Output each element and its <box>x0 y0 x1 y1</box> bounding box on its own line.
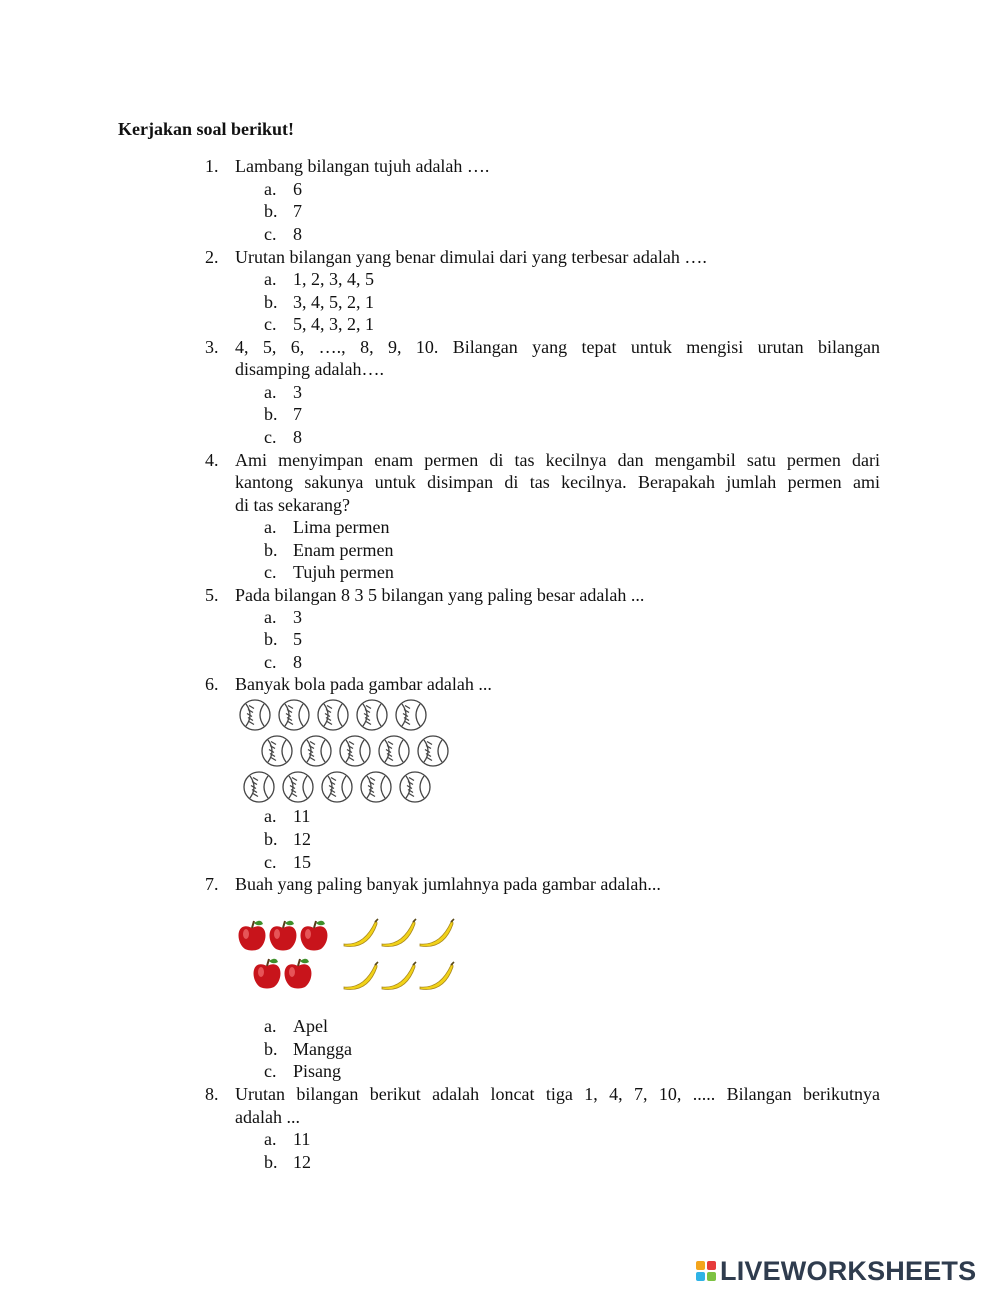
question-number: 5. <box>205 585 219 605</box>
baseball-icon <box>340 736 370 766</box>
apple-icon <box>301 921 328 951</box>
option-text[interactable]: 11 <box>293 1129 311 1149</box>
banana-icon <box>344 919 378 947</box>
option-letter: c. <box>264 427 277 447</box>
question-number: 6. <box>205 674 219 694</box>
option-text[interactable]: Tujuh permen <box>293 562 394 582</box>
baseball-icon <box>301 736 331 766</box>
option-letter: c. <box>264 224 277 244</box>
baseball-icon <box>379 736 409 766</box>
option-letter: b. <box>264 292 278 312</box>
liveworksheets-logo[interactable] <box>696 1254 976 1288</box>
baseball-icon <box>262 736 292 766</box>
baseball-icon <box>240 700 270 730</box>
question-number: 1. <box>205 156 219 176</box>
banana-icon <box>382 962 416 990</box>
option-text[interactable]: 12 <box>293 1152 311 1172</box>
option-letter: a. <box>264 382 277 402</box>
option-text[interactable]: 5, 4, 3, 2, 1 <box>293 314 374 334</box>
option-letter: a. <box>264 517 277 537</box>
logo-mark-icon <box>696 1261 716 1281</box>
option-text[interactable]: 3, 4, 5, 2, 1 <box>293 292 374 312</box>
question-text: Buah yang paling banyak jumlahnya pada gambar adalah... <box>235 874 661 894</box>
option-letter: b. <box>264 201 278 221</box>
option-letter: a. <box>264 806 277 826</box>
question-text-line: 4, 5, 6, …., 8, 9, 10. Bilangan yang tepat untuk mengisi urutan bilangan <box>235 337 880 357</box>
question-number: 7. <box>205 874 219 894</box>
option-text[interactable]: 7 <box>293 404 302 424</box>
option-text[interactable]: 5 <box>293 629 302 649</box>
option-letter: a. <box>264 607 277 627</box>
baseball-icon <box>279 700 309 730</box>
option-letter: c. <box>264 1061 277 1081</box>
apple-icon <box>239 921 266 951</box>
option-letter: b. <box>264 1039 278 1059</box>
option-text[interactable]: 8 <box>293 427 302 447</box>
question-text-line: disamping adalah…. <box>235 359 384 379</box>
option-letter: c. <box>264 562 277 582</box>
question-text-line: Urutan bilangan berikut adalah loncat tiga 1, 4, 7, 10, ..... Bilangan berikutnya <box>235 1084 880 1104</box>
question-text: Pada bilangan 8 3 5 bilangan yang paling besar adalah ... <box>235 585 645 605</box>
question-text: Urutan bilangan yang benar dimulai dari yang terbesar adalah …. <box>235 247 707 267</box>
option-letter: b. <box>264 629 278 649</box>
question-text-line: adalah ... <box>235 1107 300 1127</box>
question-text-line: Ami menyimpan enam permen di tas kecilnya dan mengambil satu permen dari <box>235 450 880 470</box>
banana-icon <box>420 962 454 990</box>
option-text[interactable]: 15 <box>293 852 311 872</box>
option-letter: b. <box>264 829 278 849</box>
option-text[interactable]: 8 <box>293 652 302 672</box>
baseball-icon <box>361 772 391 802</box>
apple-icon <box>270 921 297 951</box>
banana-icon <box>344 962 378 990</box>
option-text[interactable]: 8 <box>293 224 302 244</box>
option-text[interactable]: Pisang <box>293 1061 342 1081</box>
option-letter: a. <box>264 179 277 199</box>
question-number: 3. <box>205 337 219 357</box>
option-letter: c. <box>264 652 277 672</box>
fruit-picture <box>234 910 464 994</box>
logo-square <box>696 1261 705 1270</box>
baseball-icon <box>244 772 274 802</box>
baseball-icon <box>318 700 348 730</box>
question-number: 2. <box>205 247 219 267</box>
option-letter: a. <box>264 1129 277 1149</box>
question-number: 4. <box>205 450 219 470</box>
apple-icon <box>285 959 312 989</box>
option-letter: b. <box>264 1152 278 1172</box>
option-letter: a. <box>264 269 277 289</box>
baseball-icon <box>283 772 313 802</box>
option-text[interactable]: Enam permen <box>293 540 394 560</box>
option-text[interactable]: Lima permen <box>293 517 390 537</box>
baseball-icon <box>357 700 387 730</box>
question-number: 8. <box>205 1084 219 1104</box>
apple-icon <box>254 959 281 989</box>
baseball-icon <box>322 772 352 802</box>
option-text[interactable]: 11 <box>293 806 311 826</box>
logo-square <box>696 1272 705 1281</box>
balls-picture <box>236 698 456 806</box>
option-text[interactable]: Apel <box>293 1016 328 1036</box>
logo-square <box>707 1272 716 1281</box>
option-letter: c. <box>264 314 277 334</box>
question-text-line: di tas sekarang? <box>235 495 350 515</box>
option-letter: b. <box>264 540 278 560</box>
option-text[interactable]: 12 <box>293 829 311 849</box>
option-letter: c. <box>264 852 277 872</box>
baseball-icon <box>396 700 426 730</box>
option-text[interactable]: 3 <box>293 607 302 627</box>
question-text: Lambang bilangan tujuh adalah …. <box>235 156 490 176</box>
banana-icon <box>382 919 416 947</box>
option-text[interactable]: 6 <box>293 179 302 199</box>
logo-square <box>707 1261 716 1270</box>
page-heading: Kerjakan soal berikut! <box>118 119 295 139</box>
option-letter: b. <box>264 404 278 424</box>
banana-icon <box>420 919 454 947</box>
question-text: Banyak bola pada gambar adalah ... <box>235 674 492 694</box>
baseball-icon <box>418 736 448 766</box>
option-text[interactable]: 3 <box>293 382 302 402</box>
question-text-line: kantong sakunya untuk disimpan di tas kecilnya. Berapakah jumlah permen ami <box>235 472 880 492</box>
option-letter: a. <box>264 1016 277 1036</box>
option-text[interactable]: 1, 2, 3, 4, 5 <box>293 269 374 289</box>
option-text[interactable]: 7 <box>293 201 302 221</box>
option-text[interactable]: Mangga <box>293 1039 352 1059</box>
logo-text: LIVEWORKSHEETS <box>720 1255 977 1286</box>
baseball-icon <box>400 772 430 802</box>
